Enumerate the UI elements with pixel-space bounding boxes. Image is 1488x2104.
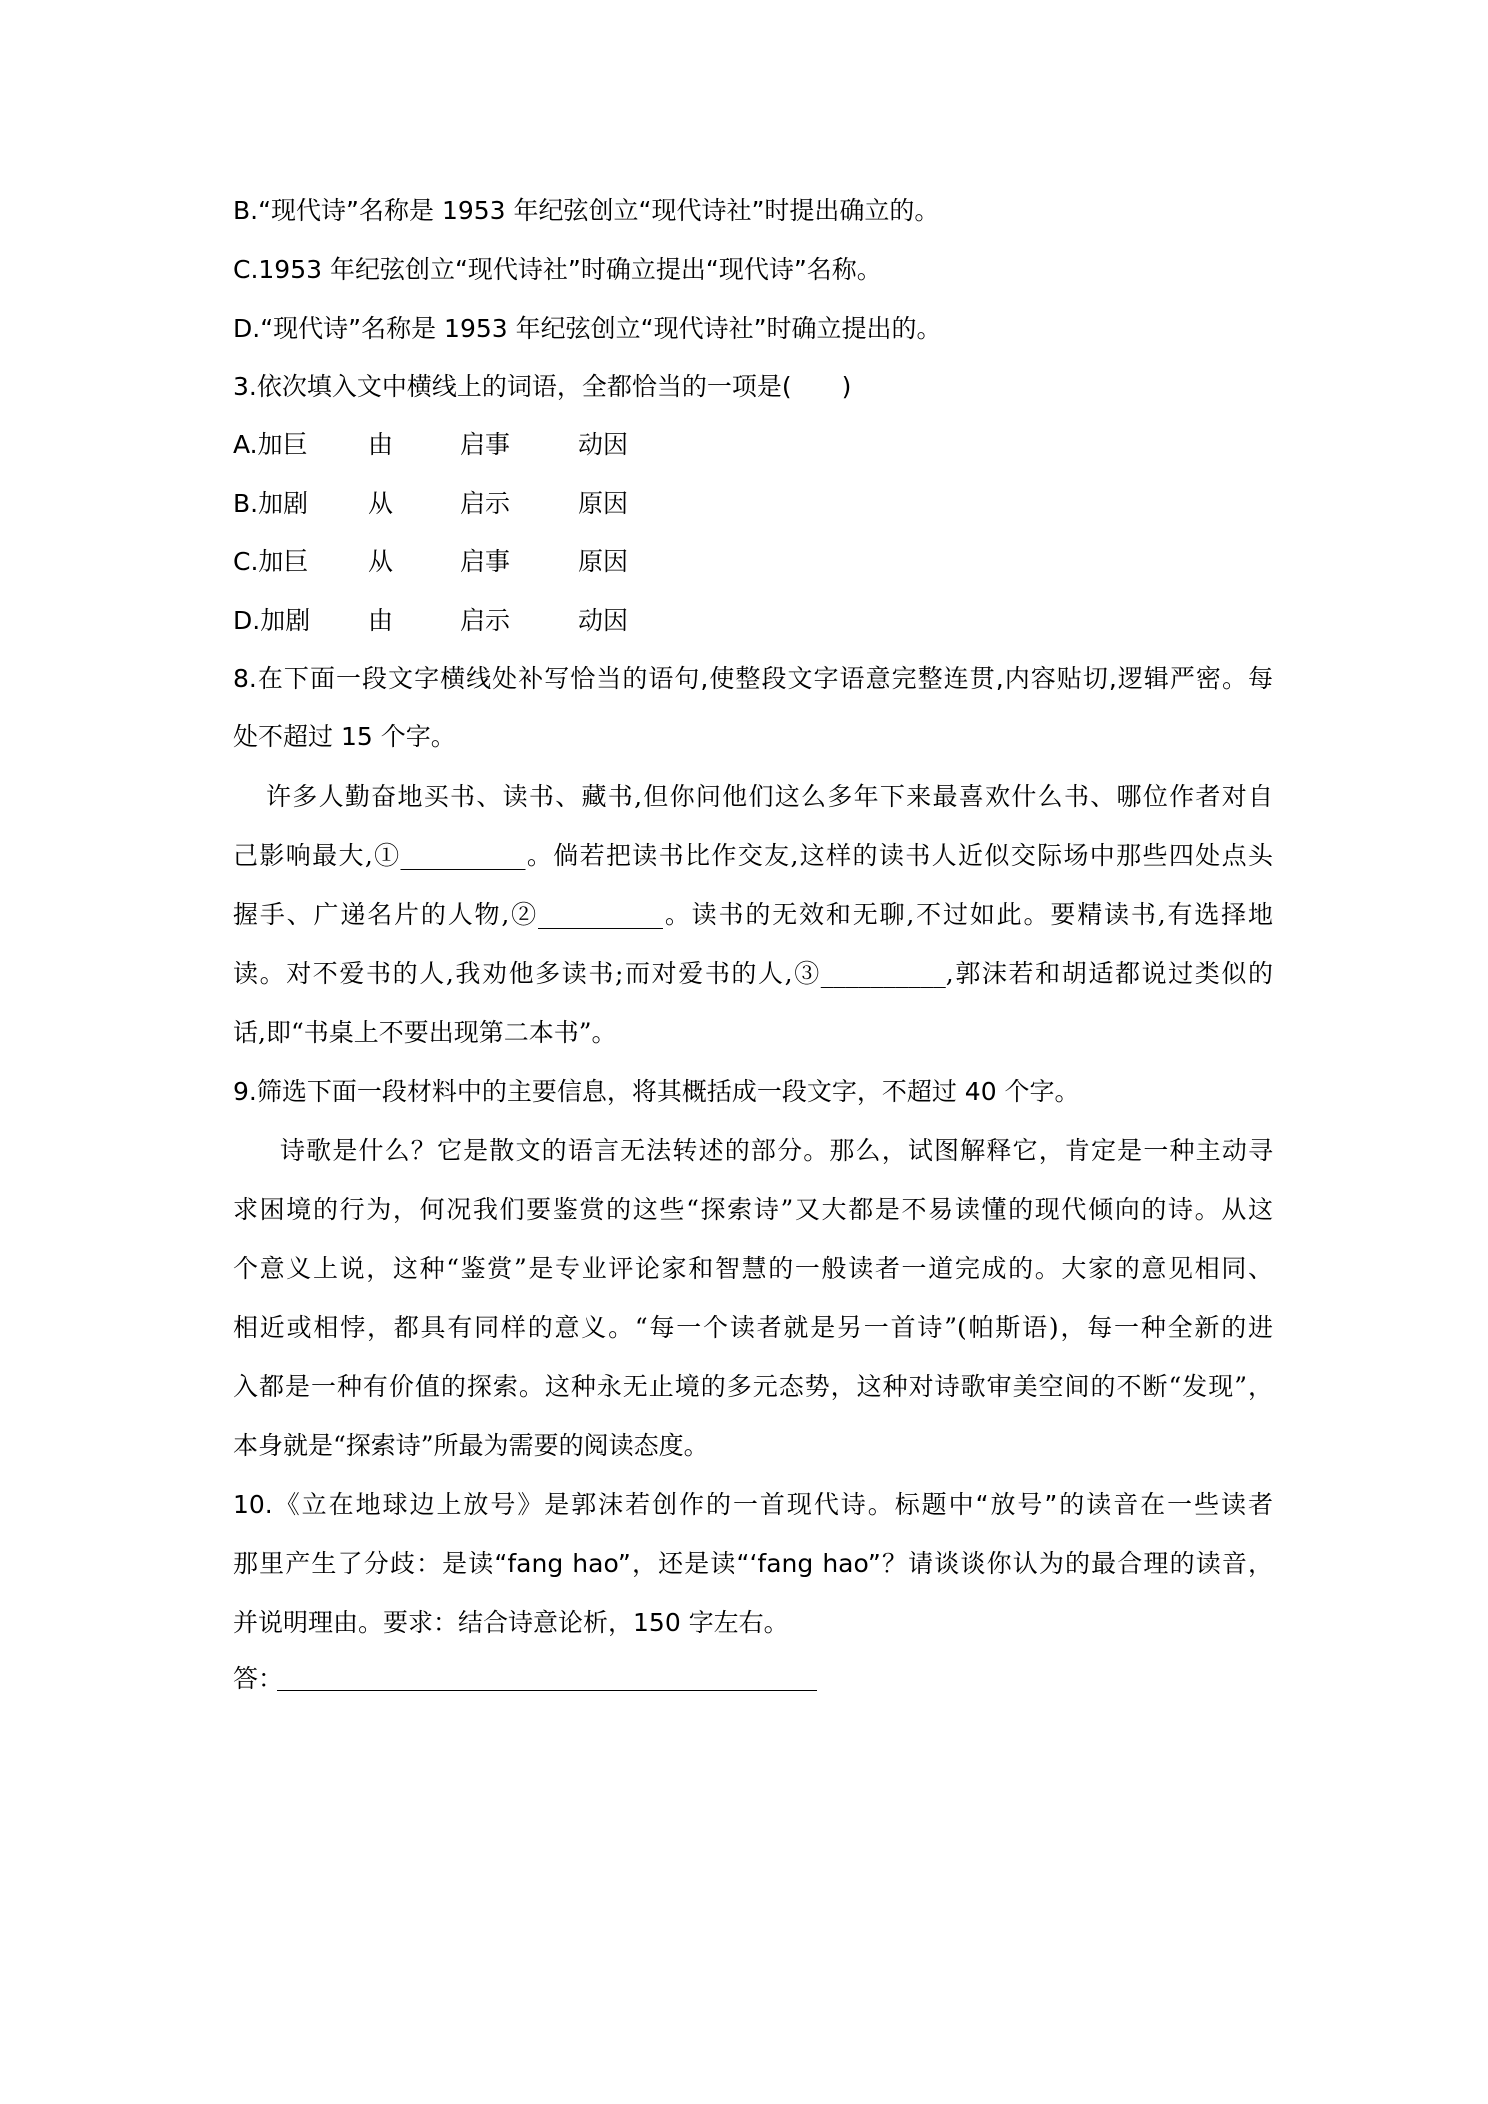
option-label: B.加剧 xyxy=(233,489,309,518)
q8-passage-line: 握手、广递名片的人物,②__________。读书的无效和无聊,不过如此。要精读书,有选择地 xyxy=(233,900,1273,929)
q9-passage-line: 个意义上说，这种“鉴赏”是专业评论家和智慧的一般读者一道完成的。大家的意见相同、 xyxy=(233,1254,1273,1283)
q9-passage-line: 本身就是“探索诗”所最为需要的阅读态度。 xyxy=(233,1431,709,1460)
answer-label: 答： xyxy=(233,1664,284,1693)
q8-passage-line: 许多人勤奋地买书、读书、藏书,但你问他们这么多年下来最喜欢什么书、哪位作者对自 xyxy=(266,782,1273,811)
question-9-stem: 9.筛选下面一段材料中的主要信息，将其概括成一段文字，不超过 40 个字。 xyxy=(233,1077,1080,1106)
option-row-b xyxy=(233,487,833,521)
question-10-stem-cont: 那里产生了分歧：是读“fang hao”，还是读“‘fang hao”？请谈谈你认为的最合理的读音， xyxy=(233,1549,1273,1578)
option-word-3: 原因 xyxy=(578,489,629,518)
option-word-2: 启事 xyxy=(460,547,511,576)
question-10-stem-cont: 并说明理由。要求：结合诗意论析，150 字左右。 xyxy=(233,1608,789,1637)
option-word-1: 从 xyxy=(368,489,394,518)
option-d-text: D.“现代诗”名称是 1953 年纪弦创立“现代诗社”时确立提出的。 xyxy=(233,314,942,343)
q9-passage-line: 诗歌是什么？它是散文的语言无法转述的部分。那么，试图解释它，肯定是一种主动寻 xyxy=(280,1136,1273,1165)
option-label: D.加剧 xyxy=(233,606,311,635)
option-row-a xyxy=(233,428,833,462)
option-label: C.加巨 xyxy=(233,547,309,576)
q9-passage-line: 求困境的行为，何况我们要鉴赏的这些“探索诗”又大都是不易读懂的现代倾向的诗。从这 xyxy=(233,1195,1273,1224)
question-3-stem: 3.依次填入文中横线上的词语，全都恰当的一项是( ) xyxy=(233,372,852,401)
option-b-text: B.“现代诗”名称是 1953 年纪弦创立“现代诗社”时提出确立的。 xyxy=(233,196,940,225)
option-word-2: 启事 xyxy=(460,430,511,459)
option-word-2: 启示 xyxy=(460,606,511,635)
q8-passage-line: 己影响最大,①__________。倘若把读书比作交友,这样的读书人近似交际场中那些四处点头 xyxy=(233,841,1273,870)
q8-passage-line: 话,即“书桌上不要出现第二本书”。 xyxy=(233,1018,617,1047)
q8-passage-line: 读。对不爱书的人,我劝他多读书;而对爱书的人,③__________,郭沫若和胡适都说过类似的 xyxy=(233,959,1273,988)
question-8-stem: 8.在下面一段文字横线处补写恰当的语句,使整段文字语意完整连贯,内容贴切,逻辑严密。每 xyxy=(233,664,1273,693)
option-word-3: 动因 xyxy=(578,430,629,459)
option-word-3: 原因 xyxy=(578,547,629,576)
option-label: A.加巨 xyxy=(233,430,308,459)
q9-passage-line: 相近或相悖，都具有同样的意义。“每一个读者就是另一首诗”(帕斯语)，每一种全新的进 xyxy=(233,1313,1273,1342)
option-word-3: 动因 xyxy=(578,606,629,635)
question-10-stem: 10.《立在地球边上放号》是郭沫若创作的一首现代诗。标题中“放号”的读音在一些读者 xyxy=(233,1490,1273,1519)
option-c-text: C.1953 年纪弦创立“现代诗社”时确立提出“现代诗”名称。 xyxy=(233,255,882,284)
question-8-stem-cont: 处不超过 15 个字。 xyxy=(233,722,456,751)
answer-blank-line[interactable] xyxy=(277,1690,817,1691)
option-word-1: 从 xyxy=(368,547,394,576)
option-word-2: 启示 xyxy=(460,489,511,518)
option-word-1: 由 xyxy=(368,606,394,635)
q9-passage-line: 入都是一种有价值的探索。这种永无止境的多元态势，这种对诗歌审美空间的不断“发现”， xyxy=(233,1372,1273,1401)
option-row-d xyxy=(233,604,833,638)
option-row-c xyxy=(233,545,833,579)
option-word-1: 由 xyxy=(368,430,394,459)
